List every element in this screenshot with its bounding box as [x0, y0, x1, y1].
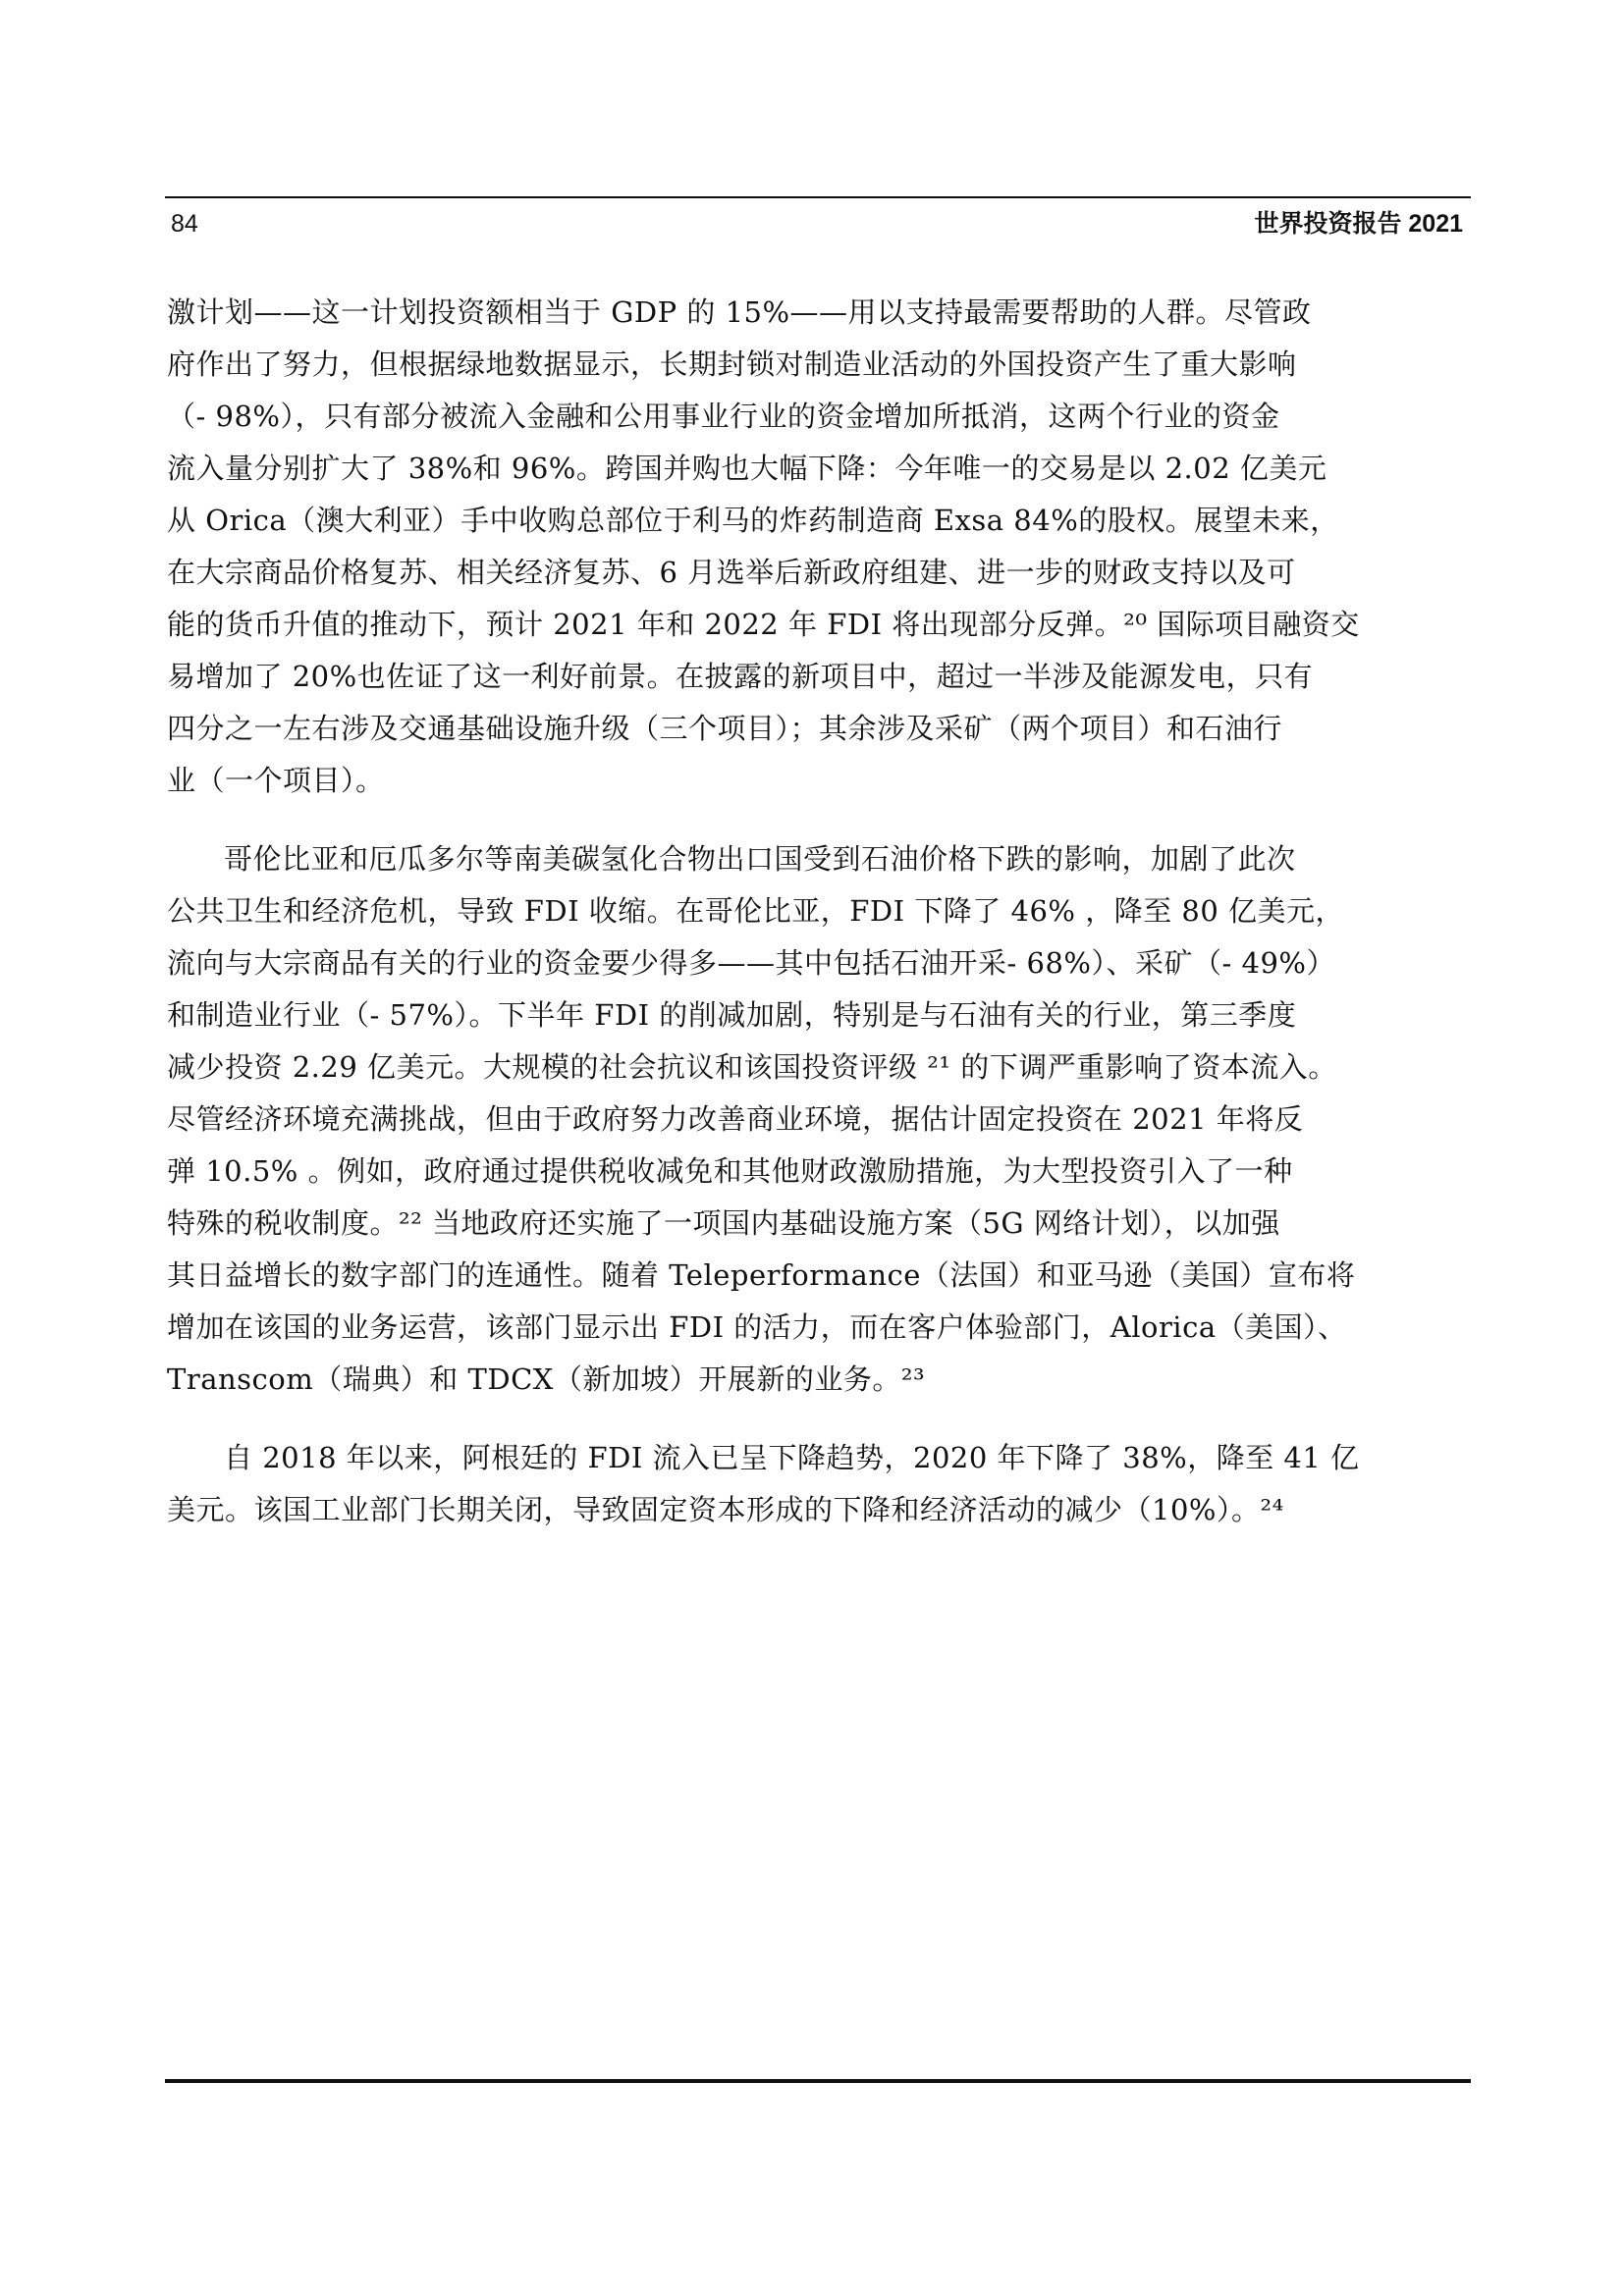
text-line: 四分之一左右涉及交通基础设施升级（三个项目）；其余涉及采矿（两个项目）和石油行 — [167, 712, 1283, 745]
text-line: 流向与大宗商品有关的行业的资金要少得多——其中包括石油开采- 68%）、采矿（- 49%） — [167, 946, 1335, 980]
text-line: 美元。该国工业部门长期关闭，导致固定资本形成的下降和经济活动的减少（10%）。²⁴ — [167, 1493, 1284, 1526]
text-line: 特殊的税收制度。²² 当地政府还实施了一项国内基础设施方案（5G 网络计划），以加强 — [167, 1206, 1280, 1240]
page-number: 84 — [171, 210, 198, 238]
text-line: 哥伦比亚和厄瓜多尔等南美碳氢化合物出口国受到石油价格下跌的影响，加剧了此次 — [224, 842, 1296, 876]
text-line: 弹 10.5% 。例如，政府通过提供税收减免和其他财政激励措施，为大型投资引入了一种 — [167, 1154, 1293, 1188]
text-line: 府作出了努力，但根据绿地数据显示，长期封锁对制造业活动的外国投资产生了重大影响 — [167, 347, 1297, 381]
text-line: 易增加了 20%也佐证了这一利好前景。在披露的新项目中，超过一半涉及能源发电，只有 — [167, 660, 1314, 693]
text-line: 增加在该国的业务运营，该部门显示出 FDI 的活力，而在客户体验部门，Alorica（美国）、 — [167, 1310, 1347, 1344]
paragraph-1 — [167, 287, 1463, 807]
text-line: 其日益增长的数字部门的连通性。随着 Teleperformance（法国）和亚马逊（美国）宣布将 — [167, 1258, 1356, 1292]
text-line: 和制造业行业（- 57%）。下半年 FDI 的削减加剧，特别是与石油有关的行业，第三季度 — [167, 998, 1297, 1032]
text-line: Transcom（瑞典）和 TDCX（新加坡）开展新的业务。²³ — [167, 1362, 926, 1396]
running-title: 世界投资报告 2021 — [1254, 210, 1463, 238]
header-rule — [165, 196, 1471, 198]
text-line: 业（一个项目）。 — [167, 764, 385, 797]
text-line: 从 Orica（澳大利亚）手中收购总部位于利马的炸药制造商 Exsa 84%的股权。展望未来， — [167, 504, 1339, 537]
text-line: （- 98%），只有部分被流入金融和公用事业行业的资金增加所抵消，这两个行业的资金 — [167, 400, 1280, 433]
text-line: 自 2018 年以来，阿根廷的 FDI 流入已呈下降趋势，2020 年下降了 38%，降至 41 亿 — [224, 1441, 1360, 1474]
text-line: 激计划——这一计划投资额相当于 GDP 的 15%——用以支持最需要帮助的人群。尽管政 — [167, 295, 1312, 329]
text-line: 能的货币升值的推动下，预计 2021 年和 2022 年 FDI 将出现部分反弹。²⁰ 国际项目融资交 — [167, 608, 1360, 641]
text-line: 减少投资 2.29 亿美元。大规模的社会抗议和该国投资评级 ²¹ 的下调严重影响了资本流入。 — [167, 1050, 1337, 1084]
text-line: 在大宗商品价格复苏、相关经济复苏、6 月选举后新政府组建、进一步的财政支持以及可 — [167, 556, 1296, 589]
body-text — [167, 287, 1463, 1563]
footer-rule — [165, 2079, 1471, 2083]
text-line: 尽管经济环境充满挑战，但由于政府努力改善商业环境，据估计固定投资在 2021 年将反 — [167, 1102, 1304, 1136]
text-line: 流入量分别扩大了 38%和 96%。跨国并购也大幅下降：今年唯一的交易是以 2.02 亿美元 — [167, 452, 1327, 485]
paragraph-3 — [167, 1432, 1463, 1536]
page-header — [165, 200, 1471, 247]
paragraph-2 — [167, 833, 1463, 1406]
text-line: 公共卫生和经济危机，导致 FDI 收缩。在哥伦比亚，FDI 下降了 46% ，降至 80 亿美元， — [167, 894, 1345, 928]
